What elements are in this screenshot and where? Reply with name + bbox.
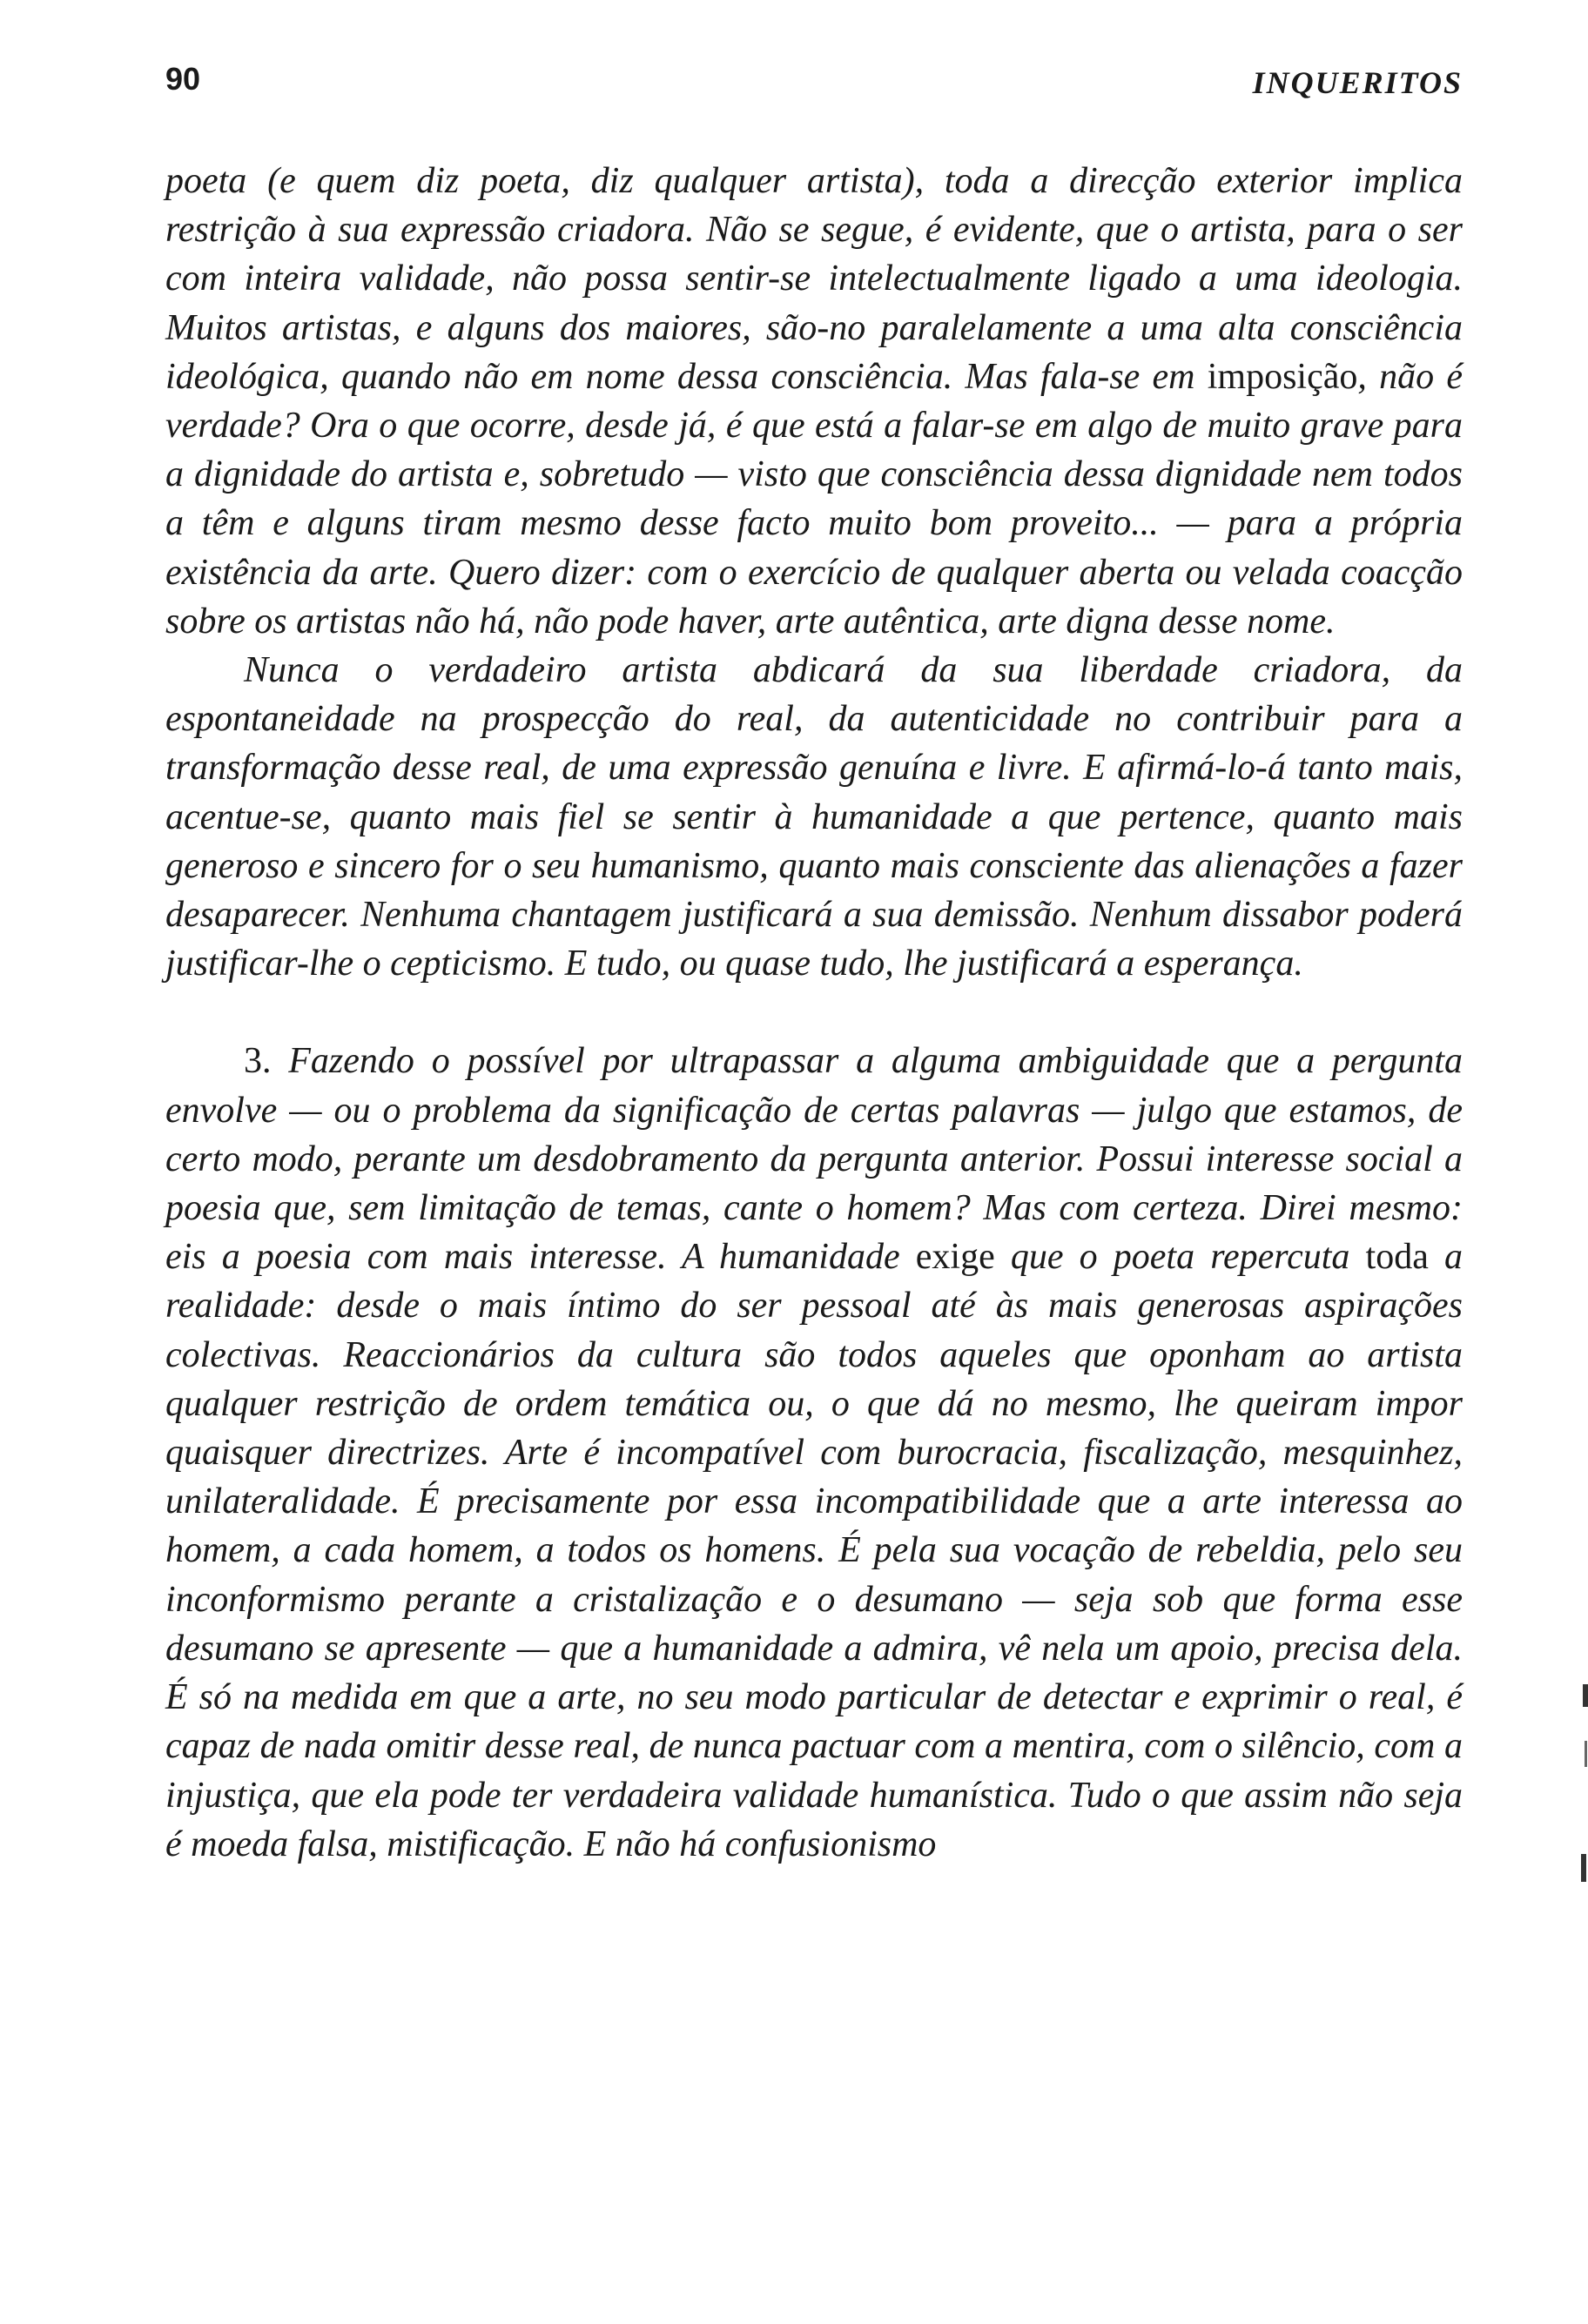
paragraph-section-3 [165,1037,1463,1868]
margin-mark [1581,1854,1586,1882]
running-head: INQUERITOS [1252,65,1463,100]
text-run-roman: imposição [1207,356,1358,397]
section-number: 3. [244,1041,289,1082]
page-number: 90 [165,61,201,97]
text-run-roman: toda [1365,1237,1429,1278]
margin-mark [1583,1684,1588,1707]
body-text [165,157,1463,1869]
text-run: Fazendo o possível por ultrapassar a alguma ambiguidade que a pergunta envolve — ou o problema da significação de certas palavras — julgo que estamos, de certo modo, perante um desdobramento da pergunta anterior. Possui interesse social a poesia que, sem limitação de temas, cante o homem? Mas com certeza. Direi mesmo: eis a poesia com mais interesse. A humanidade [165,1041,1464,1278]
paragraph [165,646,1463,988]
margin-mark [1585,1741,1587,1767]
text-run: Nunca o verdadeiro artista abdicará da sua liberdade criadora, da espontaneidade na prospecção do real, da autenticidade no contribuir para a transformação desse real, de uma expressão genuína e livre. E afirmá-lo-á tanto mais, acentue-se, quanto mais fiel se sentir à humanidade a que pertence, quanto mais generoso e sincero for o seu humanismo, quanto mais consciente das alienações a fazer desaparecer. Nenhuma chantagem justificará a sua demissão. Nenhum dissabor poderá justificar-lhe o cepticismo. E tudo, ou quase tudo, lhe justificará a esperança. [165,650,1463,984]
paragraph-continuation [165,157,1463,646]
text-run-roman: exige [915,1237,995,1278]
text-run: que o poeta repercuta [994,1237,1366,1278]
text-run: poeta (e quem diz poeta, diz qualquer artista), toda a direcção exterior implica restrição à sua expressão criadora. Não se segue, é evidente, que o artista, para o ser com inteira validade, não possa sentir-se intelectualmente ligado a uma ideologia. Muitos artistas, e alguns dos maiores, são-no paralelamente a uma alta consciência ideológica, quando não em nome dessa consciência. Mas fala-se em [165,161,1463,397]
text-run: , não é verdade? Ora o que ocorre, desde já, é que está a falar-se em algo de muito grave para a dignidade do artista e, sobretudo — visto que consciência dessa dignidade nem todos a têm e alguns tiram mesmo desse facto muito bom proveito... — para a própria existência da arte. Quero dizer: com o exercício de qualquer aberta ou velada coacção sobre os artistas não há, não pode haver, arte autêntica, arte digna desse nome. [165,356,1463,641]
page-header [165,61,1463,113]
text-run: a realidade: desde o mais íntimo do ser pessoal até às mais generosas aspirações colectivas. Reaccionários da cultura são todos aqueles que oponham ao artista qualquer restrição de ordem temática ou, o que dá no mesmo, lhe queiram impor quaisquer directrizes. Arte é incompatível com burocracia, fiscalização, mesquinhez, unilateralidade. É precisamente por essa incompatibilidade que a arte interessa ao homem, a cada homem, a todos os homens. É pela sua vocação de rebeldia, pelo seu inconformismo perante a cristalização e o desumano — seja sob que forma esse desumano se apresente — que a humanidade a admira, vê nela um apoio, precisa dela. É só na medida em que a arte, no seu modo particular de detectar e exprimir o real, é capaz de nada omitir desse real, de nunca pactuar com a mentira, com o silêncio, com a injustiça, que ela pode ter verdadeira validade humanística. Tudo o que assim não seja é moeda falsa, mistificação. E não há confusionismo [165,1237,1463,1864]
